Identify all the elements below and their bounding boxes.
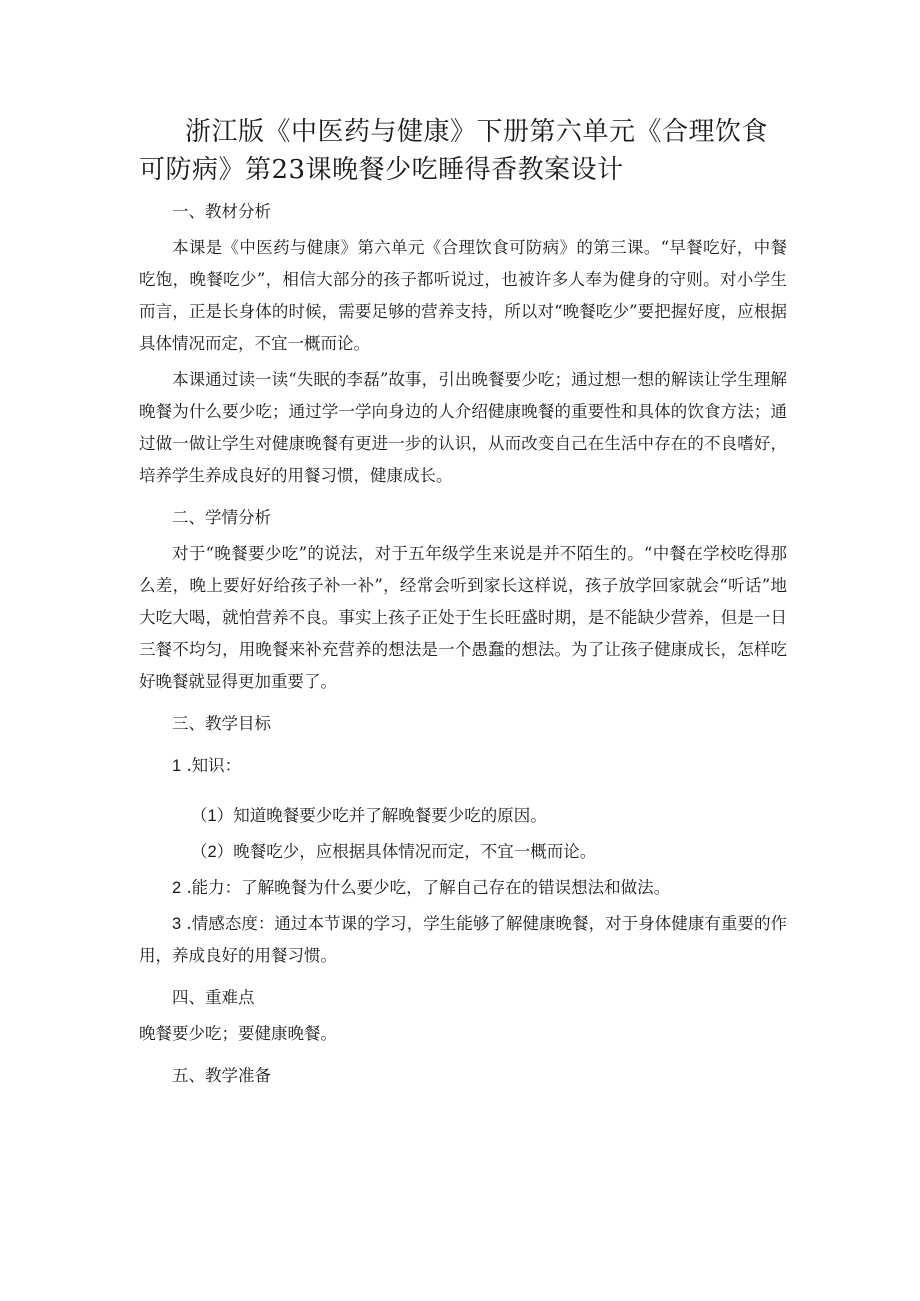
goal-item-ability bbox=[139, 872, 787, 904]
section-heading-preparation: 五、教学准备 bbox=[172, 1066, 271, 1085]
goal-number: 3 bbox=[172, 915, 182, 933]
paragraph: 本课是《中医药与健康》第六单元《合理饮食可防病》的第三课。“早餐吃好，中餐吃饱，晚餐吃少”，相信大部分的孩子都听说过，也被许多人奉为健身的守则。对小学生而言，正是长身体的时候，需要足够的营养支持，所以对“晚餐吃少”要把握好度，应根据具体情况而定，不宜一概而论。 bbox=[139, 238, 787, 353]
sub-goal-item bbox=[139, 836, 787, 868]
section-heading-student-analysis: 二、学情分析 bbox=[172, 508, 271, 527]
paragraph: 晚餐要少吃；要健康晚餐。 bbox=[139, 1024, 337, 1043]
document-body bbox=[139, 196, 787, 1092]
sub-goal-number: （2） bbox=[191, 843, 234, 861]
goal-text: .知识： bbox=[186, 756, 242, 775]
section-heading-textbook-analysis: 一、教材分析 bbox=[172, 202, 271, 221]
section-heading-teaching-goals: 三、教学目标 bbox=[172, 714, 271, 733]
goal-number: 1 bbox=[172, 757, 182, 775]
goal-text: .情感态度：通过本节课的学习，学生能够了解健康晚餐，对于身体健康有重要的作用，养成良好的用餐习惯。 bbox=[139, 914, 787, 965]
sub-goal-text: 知道晚餐要少吃并了解晚餐要少吃的原因。 bbox=[233, 806, 547, 825]
goal-text: .能力：了解晚餐为什么要少吃，了解自己存在的错误想法和做法。 bbox=[186, 878, 671, 897]
goal-number: 2 bbox=[172, 879, 182, 897]
paragraph: 本课通过读一读“失眠的李磊”故事，引出晚餐要少吃；通过想一想的解读让学生理解晚餐为什么要少吃；通过学一学向身边的人介绍健康晚餐的重要性和具体的饮食方法；通过做一做让学生对健康晚餐有更进一步的认识，从而改变自己在生活中存在的不良嗜好，培养学生养成良好的用餐习惯，健康成长。 bbox=[139, 370, 787, 485]
sub-goal-item bbox=[139, 800, 787, 832]
section-heading-key-points: 四、重难点 bbox=[172, 988, 255, 1007]
goal-item-knowledge bbox=[139, 750, 787, 782]
sub-goal-number: （1） bbox=[191, 807, 234, 825]
document-title: 浙江版《中医药与健康》下册第六单元《合理饮食可防病》第23课晚餐少吃睡得香教案设计 bbox=[139, 117, 769, 185]
goal-item-attitude bbox=[139, 908, 787, 972]
sub-goal-text: 晚餐吃少，应根据具体情况而定，不宜一概而论。 bbox=[233, 842, 597, 861]
paragraph: 对于“晚餐要少吃”的说法，对于五年级学生来说是并不陌生的。“中餐在学校吃得那么差，晚上要好好给孩子补一补”，经常会听到家长这样说，孩子放学回家就会“听话”地大吃大喝，就怕营养不良。事实上孩子正处于生长旺盛时期，是不能缺少营养，但是一日三餐不均匀，用晚餐来补充营养的想法是一个愚蠢的想法。为了让孩子健康成长，怎样吃好晚餐就显得更加重要了。 bbox=[139, 544, 787, 691]
